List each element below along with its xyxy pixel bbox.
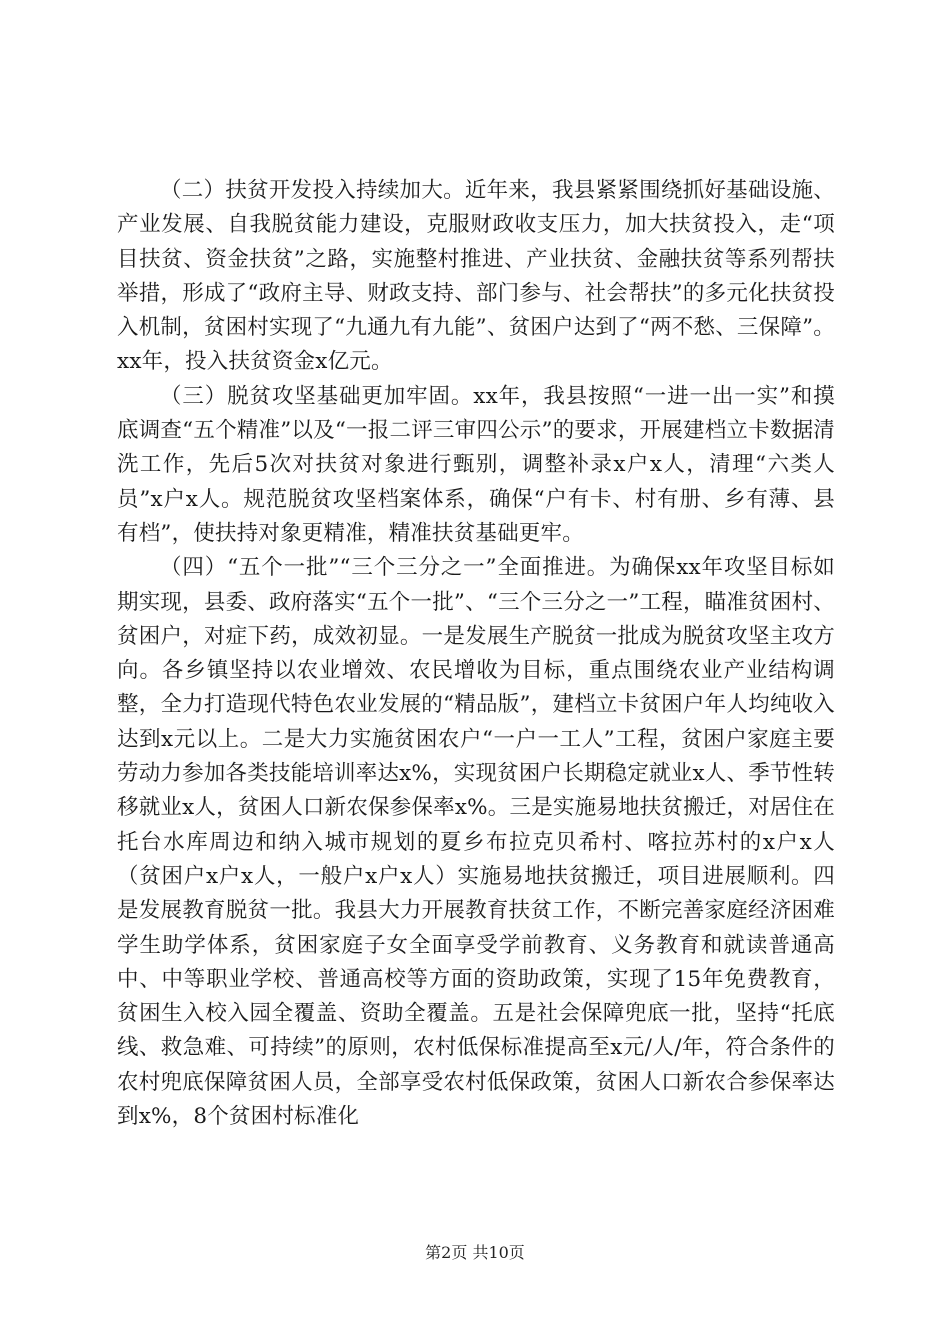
paragraph-five-batches: （四）“五个一批”“三个三分之一”全面推进。为确保xx年攻坚目标如期实现，县委、政府落实“五个一批”、“三个三分之一”工程，瞄准贫困村、贫困户，对症下药，成效初显。一是发展生产脱贫一批成为脱贫攻坚主攻方向。各乡镇坚持以农业增效、农民增收为目标，重点围绕农业产业结构调整，全力打造现代特色农业发展的“精品版”，建档立卡贫困户年人均纯收入达到x元以上。二是大力实施贫困农户“一户一工人”工程，贫困户家庭主要劳动力参加各类技能培训率达x%，实现贫困户长期稳定就业x人、季节性转移就业x人，贫困人口新农保参保率x%。三是实施易地扶贫搬迁，对居住在托台水库周边和纳入城市规划的夏乡布拉克贝希村、喀拉苏村的x户x人（贫困户x户x人，一般户x户x人）实施易地扶贫搬迁，项目进展顺利。四是发展教育脱贫一批。我县大力开展教育扶贫工作，不断完善家庭经济困难学生助学体系，贫困家庭子女全面享受学前教育、义务教育和就读普通高中、中等职业学校、普通高校等方面的资助政策，实现了15年免费教育，贫困生入校入园全覆盖、资助全覆盖。五是社会保障兜底一批，坚持“托底线、救急难、可持续”的原则，农村低保标准提高至x元/人/年，符合条件的农村兜底保障贫困人员，全部享受农村低保政策，贫困人口新农合参保率达到x%，8个贫困村标准化: [117, 555, 835, 1130]
paragraph-poverty-investment: （二）扶贫开发投入持续加大。近年来，我县紧紧围绕抓好基础设施、产业发展、自我脱贫能力建设，克服财政收支压力，加大扶贫投入，走“项目扶贫、资金扶贫”之路，实施整村推进、产业扶贫、金融扶贫等系列帮扶举措，形成了“政府主导、财政支持、部门参与、社会帮扶”的多元化扶贫投入机制，贫困村实现了“九通九有九能”、贫困户达到了“两不愁、三保障”。xx年，投入扶贫资金x亿元。: [117, 178, 835, 375]
document-body: [117, 174, 835, 1134]
page-footer: 第2页 共10页: [425, 1243, 525, 1262]
paragraph-poverty-foundation: （三）脱贫攻坚基础更加牢固。xx年，我县按照“一进一出一实”和摸底调查“五个精准”以及“一报二评三审四公示”的要求，开展建档立卡数据清洗工作，先后5次对扶贫对象进行甄别，调整补录x户x人，清理“六类人员”x户x人。规范脱贫攻坚档案体系，确保“户有卡、村有册、乡有薄、县有档”，使扶持对象更精准，精准扶贫基础更牢。: [117, 383, 835, 546]
